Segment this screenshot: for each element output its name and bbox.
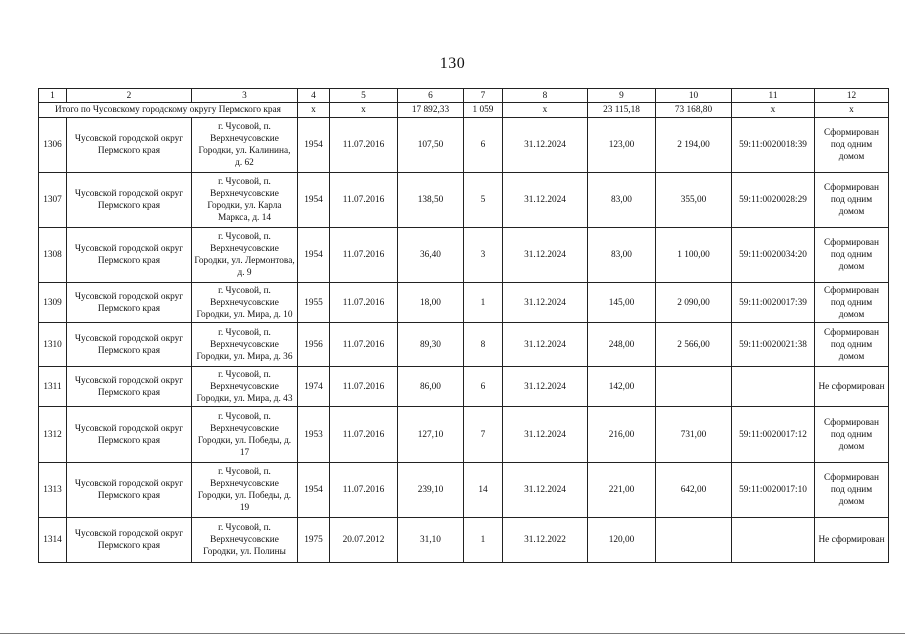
date-cell: 11.07.2016 (330, 323, 398, 367)
deadline-cell: 31.12.2024 (503, 463, 588, 518)
table-row (39, 463, 889, 518)
date-cell: 11.07.2016 (330, 118, 398, 173)
table-row (39, 283, 889, 323)
status-cell: Сформирован под одним домом (815, 407, 889, 463)
date-cell: 11.07.2016 (330, 407, 398, 463)
column-number: 11 (732, 89, 815, 103)
column-number: 6 (398, 89, 464, 103)
address-cell: г. Чусовой, п. Верхнечусовские Городки, ул. Мира, д. 10 (192, 283, 298, 323)
year-cell: 1954 (298, 463, 330, 518)
year-cell: 1954 (298, 118, 330, 173)
date-cell: 11.07.2016 (330, 283, 398, 323)
residents-cell: 5 (464, 173, 503, 228)
area-cell: 89,30 (398, 323, 464, 367)
date-cell: 11.07.2016 (330, 173, 398, 228)
land-area-cell: 83,00 (588, 173, 656, 228)
land-area-cell: 221,00 (588, 463, 656, 518)
municipality-cell: Чусовской городской округ Пермского края (67, 228, 192, 283)
area-cell: 138,50 (398, 173, 464, 228)
table-row (39, 367, 889, 407)
deadline-cell: 31.12.2022 (503, 518, 588, 563)
area-cell: 239,10 (398, 463, 464, 518)
municipality-cell: Чусовской городской округ Пермского края (67, 407, 192, 463)
deadline-cell: 31.12.2024 (503, 118, 588, 173)
status-cell: Сформирован под одним домом (815, 463, 889, 518)
municipality-cell: Чусовской городской округ Пермского края (67, 283, 192, 323)
row-number: 1309 (39, 283, 67, 323)
year-cell: 1974 (298, 367, 330, 407)
land-area-cell: 248,00 (588, 323, 656, 367)
municipality-cell: Чусовской городской округ Пермского края (67, 367, 192, 407)
cadastral-number-cell: 59:11:0020021:38 (732, 323, 815, 367)
cadastral-area-cell: 2 194,00 (656, 118, 732, 173)
column-number: 10 (656, 89, 732, 103)
cadastral-number-cell: 59:11:0020017:10 (732, 463, 815, 518)
cadastral-number-cell: 59:11:0020018:39 (732, 118, 815, 173)
total-cell: 17 892,33 (398, 103, 464, 118)
year-cell: 1954 (298, 173, 330, 228)
cadastral-area-cell: 2 090,00 (656, 283, 732, 323)
total-label: Итого по Чусовскому городскому округу Пермского края (39, 103, 298, 118)
area-cell: 107,50 (398, 118, 464, 173)
residents-cell: 6 (464, 367, 503, 407)
address-cell: г. Чусовой, п. Верхнечусовские Городки, ул. Мира, д. 36 (192, 323, 298, 367)
table-row (39, 173, 889, 228)
cadastral-number-cell: 59:11:0020034:20 (732, 228, 815, 283)
address-cell: г. Чусовой, п. Верхнечусовские Городки, ул. Лермонтова, д. 9 (192, 228, 298, 283)
date-cell: 11.07.2016 (330, 367, 398, 407)
cadastral-area-cell (656, 367, 732, 407)
address-cell: г. Чусовой, п. Верхнечусовские Городки, ул. Калинина, д. 62 (192, 118, 298, 173)
area-cell: 127,10 (398, 407, 464, 463)
status-cell: Сформирован под одним домом (815, 283, 889, 323)
cadastral-area-cell: 731,00 (656, 407, 732, 463)
total-cell: x (732, 103, 815, 118)
land-area-cell: 83,00 (588, 228, 656, 283)
address-cell: г. Чусовой, п. Верхнечусовские Городки, ул. Полины (192, 518, 298, 563)
year-cell: 1956 (298, 323, 330, 367)
column-number: 1 (39, 89, 67, 103)
cadastral-area-cell: 642,00 (656, 463, 732, 518)
status-cell: Сформирован под одним домом (815, 323, 889, 367)
area-cell: 18,00 (398, 283, 464, 323)
land-area-cell: 216,00 (588, 407, 656, 463)
total-cell: 73 168,80 (656, 103, 732, 118)
municipality-cell: Чусовской городской округ Пермского края (67, 463, 192, 518)
total-cell: 23 115,18 (588, 103, 656, 118)
cadastral-area-cell: 355,00 (656, 173, 732, 228)
deadline-cell: 31.12.2024 (503, 323, 588, 367)
row-number: 1310 (39, 323, 67, 367)
housing-register-table (38, 88, 889, 563)
year-cell: 1975 (298, 518, 330, 563)
status-cell: Сформирован под одним домом (815, 118, 889, 173)
residents-cell: 8 (464, 323, 503, 367)
row-number: 1312 (39, 407, 67, 463)
cadastral-number-cell: 59:11:0020017:39 (732, 283, 815, 323)
row-number: 1314 (39, 518, 67, 563)
column-number: 9 (588, 89, 656, 103)
deadline-cell: 31.12.2024 (503, 367, 588, 407)
table-row (39, 407, 889, 463)
page-number: 130 (439, 55, 466, 72)
date-cell: 11.07.2016 (330, 463, 398, 518)
deadline-cell: 31.12.2024 (503, 173, 588, 228)
column-number: 12 (815, 89, 889, 103)
land-area-cell: 145,00 (588, 283, 656, 323)
year-cell: 1955 (298, 283, 330, 323)
deadline-cell: 31.12.2024 (503, 283, 588, 323)
page-edge-line (0, 633, 905, 634)
municipality-cell: Чусовской городской округ Пермского края (67, 323, 192, 367)
column-number: 7 (464, 89, 503, 103)
table-row (39, 323, 889, 367)
column-number: 2 (67, 89, 192, 103)
address-cell: г. Чусовой, п. Верхнечусовские Городки, ул. Мира, д. 43 (192, 367, 298, 407)
cadastral-area-cell: 2 566,00 (656, 323, 732, 367)
land-area-cell: 123,00 (588, 118, 656, 173)
date-cell: 20.07.2012 (330, 518, 398, 563)
address-cell: г. Чусовой, п. Верхнечусовские Городки, ул. Карла Маркса, д. 14 (192, 173, 298, 228)
cadastral-area-cell: 1 100,00 (656, 228, 732, 283)
area-cell: 86,00 (398, 367, 464, 407)
municipality-cell: Чусовской городской округ Пермского края (67, 173, 192, 228)
land-area-cell: 142,00 (588, 367, 656, 407)
deadline-cell: 31.12.2024 (503, 407, 588, 463)
cadastral-number-cell: 59:11:0020028:29 (732, 173, 815, 228)
column-number: 4 (298, 89, 330, 103)
status-cell: Сформирован под одним домом (815, 228, 889, 283)
residents-cell: 1 (464, 518, 503, 563)
year-cell: 1953 (298, 407, 330, 463)
table-row (39, 518, 889, 563)
status-cell: Сформирован под одним домом (815, 173, 889, 228)
total-cell: x (330, 103, 398, 118)
municipality-cell: Чусовской городской округ Пермского края (67, 518, 192, 563)
residents-cell: 14 (464, 463, 503, 518)
address-cell: г. Чусовой, п. Верхнечусовские Городки, ул. Победы, д. 17 (192, 407, 298, 463)
deadline-cell: 31.12.2024 (503, 228, 588, 283)
column-number: 8 (503, 89, 588, 103)
cadastral-number-cell (732, 367, 815, 407)
column-number-row (39, 89, 889, 103)
total-cell: x (298, 103, 330, 118)
year-cell: 1954 (298, 228, 330, 283)
column-number: 3 (192, 89, 298, 103)
land-area-cell: 120,00 (588, 518, 656, 563)
status-cell: Не сформирован (815, 367, 889, 407)
area-cell: 36,40 (398, 228, 464, 283)
row-number: 1307 (39, 173, 67, 228)
row-number: 1311 (39, 367, 67, 407)
total-row (39, 103, 889, 118)
table-row (39, 118, 889, 173)
cadastral-area-cell (656, 518, 732, 563)
date-cell: 11.07.2016 (330, 228, 398, 283)
table-row (39, 228, 889, 283)
area-cell: 31,10 (398, 518, 464, 563)
address-cell: г. Чусовой, п. Верхнечусовские Городки, ул. Победы, д. 19 (192, 463, 298, 518)
status-cell: Не сформирован (815, 518, 889, 563)
total-cell: x (815, 103, 889, 118)
row-number: 1308 (39, 228, 67, 283)
total-cell: x (503, 103, 588, 118)
residents-cell: 6 (464, 118, 503, 173)
cadastral-number-cell: 59:11:0020017:12 (732, 407, 815, 463)
row-number: 1306 (39, 118, 67, 173)
residents-cell: 3 (464, 228, 503, 283)
total-cell: 1 059 (464, 103, 503, 118)
cadastral-number-cell (732, 518, 815, 563)
residents-cell: 7 (464, 407, 503, 463)
residents-cell: 1 (464, 283, 503, 323)
column-number: 5 (330, 89, 398, 103)
row-number: 1313 (39, 463, 67, 518)
municipality-cell: Чусовской городской округ Пермского края (67, 118, 192, 173)
